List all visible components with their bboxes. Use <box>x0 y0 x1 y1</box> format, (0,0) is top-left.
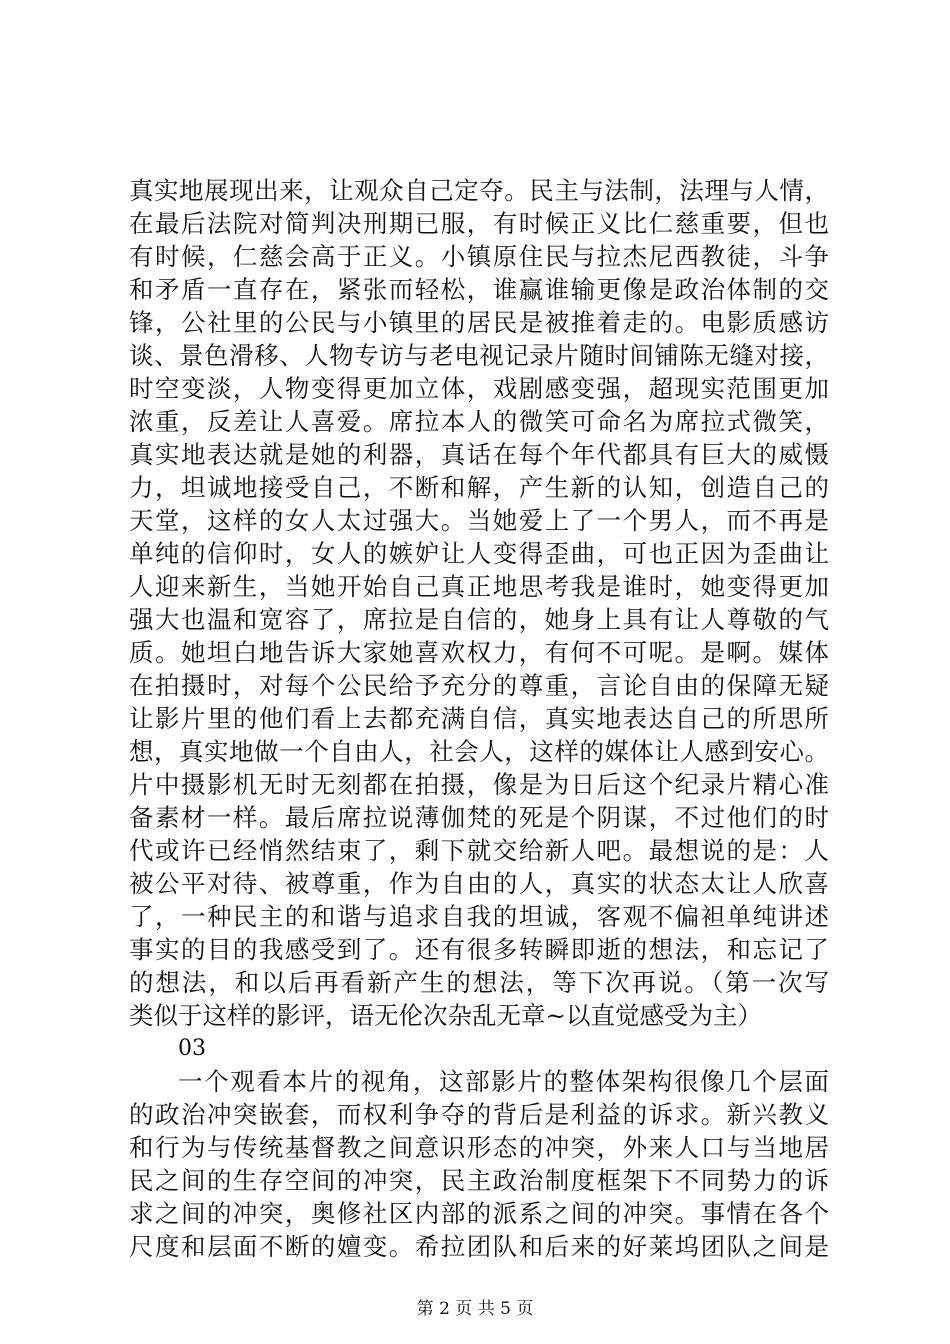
text-line: 真实地表达就是她的利器，真话在每个年代都具有巨大的威慑 <box>129 440 829 469</box>
text-line: 的政治冲突嵌套，而权利争夺的背后是利益的诉求。新兴教义 <box>129 1100 829 1129</box>
text-line: 求之间的冲突，奥修社区内部的派系之间的冲突。事情在各个 <box>129 1199 829 1228</box>
text-line: 强大也温和宽容了，席拉是自信的，她身上具有让人尊敬的气 <box>129 605 829 634</box>
text-line: 质。她坦白地告诉大家她喜欢权力，有何不可呢。是啊。媒体 <box>129 638 829 667</box>
text-line: 事实的目的我感受到了。还有很多转瞬即逝的想法，和忘记了 <box>129 935 829 964</box>
text-line: 浓重，反差让人喜爱。席拉本人的微笑可命名为席拉式微笑， <box>129 407 829 436</box>
text-line: 被公平对待、被尊重，作为自由的人，真实的状态太让人欣喜 <box>129 869 829 898</box>
text-line: 的想法，和以后再看新产生的想法，等下次再说。（第一次写 <box>129 968 829 997</box>
body-text <box>129 174 829 1263</box>
page-footer <box>0 1298 950 1320</box>
text-line: 有时候，仁慈会高于正义。小镇原住民与拉杰尼西教徒，斗争 <box>129 242 829 271</box>
text-line: 锋，公社里的公民与小镇里的居民是被推着走的。电影质感访 <box>129 308 829 337</box>
text-line: 和矛盾一直存在，紧张而轻松，谁赢谁输更像是政治体制的交 <box>129 275 829 304</box>
text-line: 谈、景色滑移、人物专访与老电视记录片随时间铺陈无缝对接， <box>129 341 829 370</box>
section-number: 03 <box>178 1036 206 1061</box>
text-line: 和行为与传统基督教之间意识形态的冲突，外来人口与当地居 <box>129 1133 829 1162</box>
page-number-label: 第 2 页 共 5 页 <box>416 1299 534 1319</box>
text-line: 类似于这样的影评，语无伦次杂乱无章~以直觉感受为主） <box>129 1001 763 1030</box>
text-line: 片中摄影机无时无刻都在拍摄，像是为日后这个纪录片精心准 <box>129 770 829 799</box>
text-line: 单纯的信仰时，女人的嫉妒让人变得歪曲，可也正因为歪曲让 <box>129 539 829 568</box>
text-line: 代或许已经悄然结束了，剩下就交给新人吧。最想说的是：人 <box>129 836 829 865</box>
paragraph-2 <box>129 1065 829 1263</box>
text-line: 让影片里的他们看上去都充满自信，真实地表达自己的所思所 <box>129 704 829 733</box>
text-line: 民之间的生存空间的冲突，民主政治制度框架下不同势力的诉 <box>129 1166 829 1195</box>
text-line: 想，真实地做一个自由人，社会人，这样的媒体让人感到安心。 <box>129 737 829 766</box>
text-line: 备素材一样。最后席拉说薄伽梵的死是个阴谋，不过他们的时 <box>129 803 829 832</box>
paragraph-1 <box>129 174 829 1032</box>
text-line: 在最后法院对简判决刑期已服，有时候正义比仁慈重要，但也 <box>129 209 829 238</box>
text-line: 天堂，这样的女人太过强大。当她爱上了一个男人，而不再是 <box>129 506 829 535</box>
text-line: 时空变淡，人物变得更加立体，戏剧感变强，超现实范围更加 <box>129 374 829 403</box>
text-line: 一个观看本片的视角，这部影片的整体架构很像几个层面 <box>178 1067 829 1096</box>
text-line: 力，坦诚地接受自己，不断和解，产生新的认知，创造自己的 <box>129 473 829 502</box>
text-line: 真实地展现出来，让观众自己定夺。民主与法制，法理与人情， <box>129 176 829 205</box>
text-line: 在拍摄时，对每个公民给予充分的尊重，言论自由的保障无疑 <box>129 671 829 700</box>
text-line: 人迎来新生，当她开始自己真正地思考我是谁时，她变得更加 <box>129 572 829 601</box>
text-line: 了，一种民主的和谐与追求自我的坦诚，客观不偏袒单纯讲述 <box>129 902 829 931</box>
text-line: 尺度和层面不断的嬗变。希拉团队和后来的好莱坞团队之间是 <box>129 1232 829 1261</box>
